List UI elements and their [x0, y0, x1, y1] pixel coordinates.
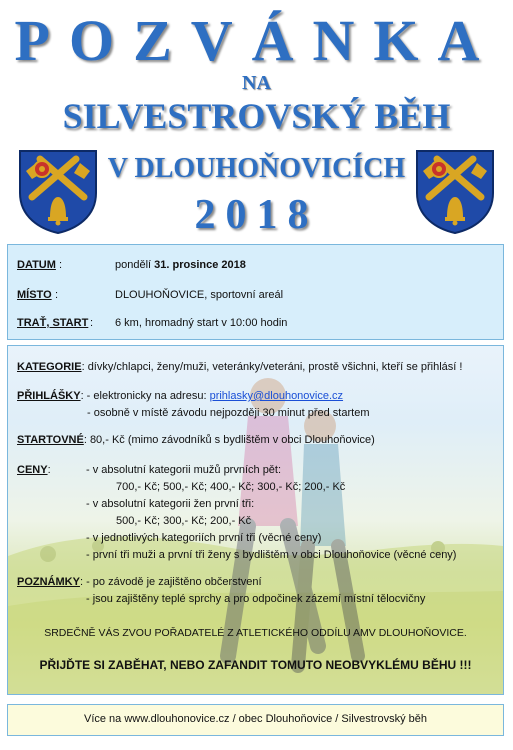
- prize-line: - v absolutní kategorii žen první tři:: [86, 498, 255, 510]
- prizes-row: [17, 464, 51, 476]
- prizes-label: CENY: [17, 464, 48, 476]
- track-value: 6 km, hromadný start v 10:00 hodin: [115, 317, 288, 329]
- fee-row: [17, 434, 375, 446]
- poster-title-na: NA: [242, 72, 271, 94]
- coat-of-arms-icon: [411, 147, 499, 235]
- date-label: DATUM: [17, 259, 56, 271]
- prize-line: - první tři muži a první tři ženy s bydlištěm v obci Dlouhoňovice (věcné ceny): [86, 549, 457, 561]
- event-year: 2018: [194, 192, 319, 238]
- notes-row: [17, 576, 262, 588]
- poster-title: POZVÁNKA: [14, 8, 499, 73]
- place-label: MÍSTO: [17, 289, 52, 301]
- footer-box: [7, 704, 504, 736]
- date-weekday: pondělí: [115, 259, 155, 271]
- registration-label: PŘIHLÁŠKY: [17, 390, 81, 402]
- details-box: [7, 345, 504, 695]
- prize-line: 500,- Kč; 300,- Kč; 200,- Kč: [116, 515, 252, 527]
- coat-of-arms-icon: [14, 147, 102, 235]
- date-value: [115, 259, 246, 271]
- notes-label: POZNÁMKY: [17, 576, 80, 588]
- info-box: [7, 244, 504, 340]
- prize-line: - v absolutní kategorii mužů prvních pět:: [86, 464, 282, 476]
- event-name: SILVESTROVSKÝ BĚH: [62, 96, 451, 136]
- footer-text: Více na www.dlouhonovice.cz / obec Dlouhoňovice / Silvestrovský běh: [83, 713, 427, 725]
- prizes-colon: :: [47, 464, 51, 476]
- prize-line: - v jednotlivých kategoriích první tři (věcné ceny): [86, 532, 322, 544]
- registration-line2: - osobně v místě závodu nejpozději 30 minut před startem: [87, 407, 370, 419]
- categories-row: [17, 361, 462, 373]
- registration-row: [17, 390, 343, 402]
- registration-prefix: : - elektronicky na adresu:: [80, 390, 210, 402]
- prize-line: 700,- Kč; 500,- Kč; 400,- Kč; 300,- Kč; 200,- Kč: [116, 481, 346, 493]
- place-value: DLOUHOŇOVICE, sportovní areál: [115, 289, 284, 301]
- categories-value: : dívky/chlapci, ženy/muži, veteránky/veteráni, prostě všichni, kteří se přihlásí !: [81, 361, 463, 373]
- track-colon: :: [90, 317, 94, 329]
- track-label: TRAŤ, START: [17, 317, 89, 329]
- fee-value: : 80,- Kč (mimo závodníků s bydlištěm v obci Dlouhoňovice): [83, 434, 375, 446]
- date-colon: :: [59, 259, 63, 271]
- notes-line1: : - po závodě je zajištěno občerstvení: [79, 576, 262, 588]
- call-to-action: PŘIJĎTE SI ZABĚHAT, NEBO ZAFANDIT TOMUTO NEOBVYKLÉMU BĚHU !!!: [39, 658, 472, 672]
- categories-label: KATEGORIE: [17, 361, 82, 373]
- fee-label: STARTOVNÉ: [17, 434, 84, 446]
- place-colon: :: [55, 289, 59, 301]
- registration-email-link[interactable]: prihlasky@dlouhonovice.cz: [209, 390, 344, 402]
- date-day: 31. prosince 2018: [154, 259, 246, 271]
- event-place: V DLOUHOŇOVICÍCH: [107, 153, 406, 184]
- organizers-text: SRDEČNĚ VÁS ZVOU POŘADATELÉ Z ATLETICKÉHO ODDÍLU AMV DLOUHOŇOVICE.: [44, 627, 467, 639]
- notes-line2: - jsou zajištěny teplé sprchy a pro odpočinek zázemí místní tělocvičny: [86, 593, 426, 605]
